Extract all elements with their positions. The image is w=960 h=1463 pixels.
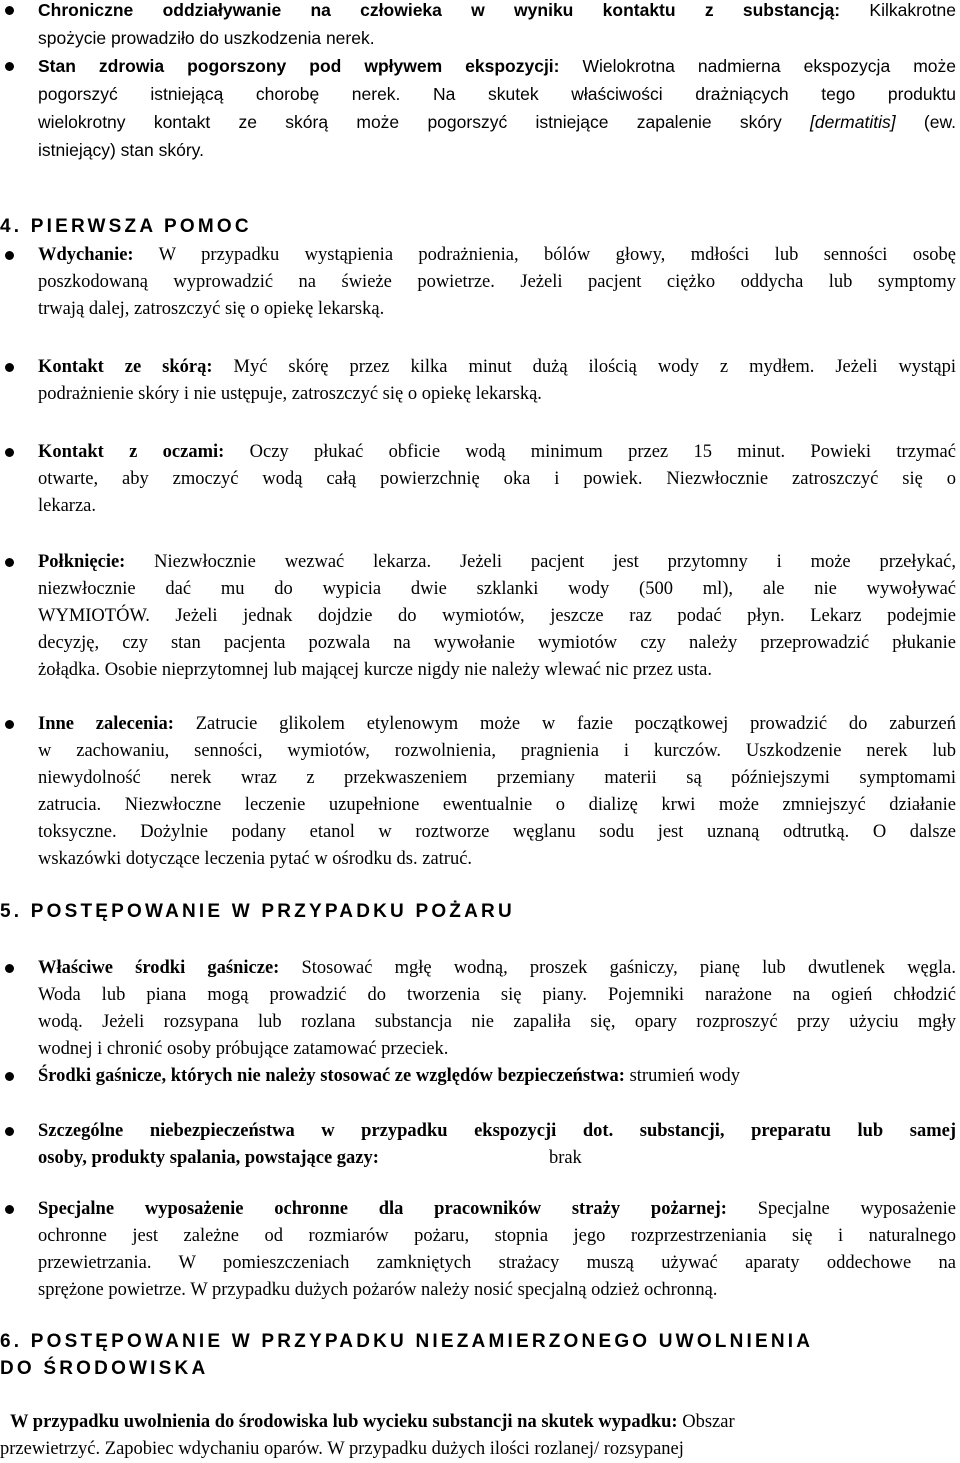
chronic-effects-text: spożycie prowadziło do uszkodzenia nerek. — [38, 28, 375, 48]
ingestion-text: Niezwłocznie wezwać lekarza. — [125, 552, 432, 572]
ingestion-label: Połknięcie: — [38, 552, 126, 572]
eye-contact-text: otwarte, aby zmoczyć wodą całą powierzchnię oka i powiek. — [38, 469, 643, 489]
section-6-heading-line: 6. POSTĘPOWANIE W PRZYPADKU NIEZAMIERZONEGO UWOLNIENIA — [0, 1331, 814, 1352]
firefighter-equipment-label: Specjalne wyposażenie ochronne dla pracowników straży pożarnej: — [38, 1199, 727, 1219]
ingestion-text: Jeżeli pacjent jest przytomny i może przełykać, — [431, 552, 956, 572]
suitable-extinguishing-item — [38, 955, 956, 1063]
ingestion-text: niezwłocznie dać mu do wypicia dwie szklanki wody (500 ml), ale nie wywoływać — [38, 579, 956, 599]
health-worsened-text: Wielokrotna nadmierna ekspozycja może — [559, 56, 956, 76]
inhalation-item — [38, 242, 956, 323]
eye-contact-text: Oczy płukać obficie wodą minimum przez 15 minut. — [224, 442, 786, 462]
ingestion-text: Osobie nieprzytomnej lub mającej kurcze nigdy nie należy wlewać nic przez usta. — [100, 660, 712, 680]
eye-contact-item — [38, 439, 956, 520]
other-recommendations-item — [38, 711, 956, 873]
eye-contact-text: Niezwłocznie zatroszczyć się o — [642, 469, 956, 489]
bullet — [5, 448, 14, 457]
bullet — [5, 251, 14, 260]
health-worsened-text: pogorszyć istniejącą chorobę nerek. — [38, 84, 401, 104]
section-6-heading-line: DO ŚRODOWISKA — [0, 1358, 209, 1379]
skin-contact-text: Myć skórę przez kilka minut dużą ilością wody z mydłem. — [212, 357, 815, 377]
firefighter-equipment-text: W przypadku dużych pożarów należy nosić specjalną odzież ochronną. — [185, 1280, 718, 1300]
environmental-release-text: Obszar — [677, 1412, 735, 1432]
firefighter-equipment-text: przewietrzania. — [38, 1253, 152, 1273]
eye-contact-text: Powieki trzymać — [785, 442, 956, 462]
ingestion-text: decyzję, czy stan pacjenta pozwala na wywołanie wymiotów czy należy przeprowadzić płukanie — [38, 633, 956, 653]
chronic-effects-label: Chroniczne oddziaływanie na człowieka w wyniku kontaktu z substancją: — [38, 0, 841, 20]
bullet — [5, 558, 14, 567]
firefighter-equipment-text: Specjalne wyposażenie — [726, 1199, 956, 1219]
bullet — [5, 1072, 14, 1081]
health-worsened-item — [38, 53, 956, 164]
skin-contact-item — [38, 354, 956, 408]
health-worsened-text: Na skutek właściwości drażniących tego produktu — [400, 84, 956, 104]
suitable-extinguishing-text: wodnej i chronić osoby próbujące zatamować przeciek. — [38, 1039, 449, 1059]
special-hazards-item — [38, 1118, 956, 1172]
other-recommendations-text: Niezwłoczne leczenie uzupełnione ewentualnie o dializę krwi może zmniejszyć działanie — [101, 795, 956, 815]
environmental-release-label: W przypadku uwolnienia do środowiska lub wycieku substancji na skutek wypadku: — [10, 1412, 678, 1432]
suitable-extinguishing-text: wodą. — [38, 1012, 83, 1032]
ingestion-item — [38, 549, 956, 684]
bullet — [5, 720, 14, 729]
health-worsened-text: wielokrotny kontakt ze skórą może pogorszyć istniejące zapalenie skóry — [38, 112, 811, 132]
bullet — [5, 62, 14, 71]
health-worsened-text: istniejący) stan skóry. — [38, 140, 204, 160]
unsuitable-extinguishing-text: strumień wody — [624, 1066, 741, 1086]
health-worsened-text: (ew. — [895, 112, 956, 132]
inhalation-label: Wdychanie: — [38, 245, 134, 265]
inhalation-text: poszkodowaną wyprowadzić na świeże powietrze. — [38, 272, 495, 292]
section-6-heading — [0, 1328, 813, 1382]
ingestion-text: WYMIOTÓW. — [38, 606, 150, 626]
special-hazards-label: Szczególne niebezpieczeństwa w przypadku ekspozycji dot. substancji, preparatu lub samej — [38, 1121, 956, 1141]
eye-contact-text: lekarza. — [38, 496, 97, 516]
dermatitis-term: [dermatitis] — [810, 112, 896, 132]
bullet — [5, 6, 14, 15]
unsuitable-extinguishing-item — [38, 1063, 956, 1090]
environmental-release-text: przewietrzyć. Zapobiec wdychaniu oparów. W przypadku dużych ilości rozlanej/ rozsypanej — [0, 1439, 684, 1459]
other-recommendations-text: niewydolność nerek wraz z przekwaszeniem przemiany materii są późniejszymi symptomami — [38, 768, 956, 788]
chronic-effects-item — [38, 0, 956, 52]
inhalation-text: W przypadku wystąpienia podrażnienia, bólów głowy, mdłości lub senności osobę — [133, 245, 956, 265]
suitable-extinguishing-text: Jeżeli rozsypana lub rozlana substancja nie zapaliła się, opary rozproszyć przy użyciu mgły — [82, 1012, 956, 1032]
inhalation-text: Jeżeli pacjent ciężko oddycha lub symptomy — [494, 272, 957, 292]
bullet — [5, 1127, 14, 1136]
firefighter-equipment-text: W pomieszczeniach zamkniętych strażacy muszą używać aparaty oddechowe na — [151, 1253, 956, 1273]
section-4-heading: 4. PIERWSZA POMOC — [0, 216, 252, 237]
bullet — [5, 964, 14, 973]
bullet — [5, 363, 14, 372]
special-hazards-value: brak — [548, 1148, 582, 1168]
other-recommendations-text: Uszkodzenie nerek lub — [721, 741, 956, 761]
firefighter-equipment-text: sprężone powietrze. — [38, 1280, 186, 1300]
other-recommendations-label: Inne zalecenia: — [38, 714, 174, 734]
other-recommendations-text: O dalsze — [849, 822, 956, 842]
unsuitable-extinguishing-label: Środki gaśnicze, których nie należy stosować ze względów bezpieczeństwa: — [38, 1066, 625, 1086]
suitable-extinguishing-label: Właściwe środki gaśnicze: — [38, 958, 280, 978]
other-recommendations-text: zatrucia. — [38, 795, 102, 815]
section-5-heading: 5. POSTĘPOWANIE W PRZYPADKU POŻARU — [0, 901, 515, 922]
ingestion-text: Jeżeli jednak dojdzie do wymiotów, jeszcze raz podać płyn. — [149, 606, 785, 626]
suitable-extinguishing-text: Stosować mgłę wodną, proszek gaśniczy, pianę lub dwutlenek węgla. — [279, 958, 956, 978]
chronic-effects-text: Kilkakrotne — [840, 0, 956, 20]
health-worsened-label: Stan zdrowia pogorszony pod wpływem ekspozycji: — [38, 56, 560, 76]
ingestion-text: żołądka. — [38, 660, 101, 680]
other-recommendations-text: w zachowaniu, senności, wymiotów, rozwolnienia, pragnienia i kurczów. — [38, 741, 722, 761]
other-recommendations-text: toksyczne. — [38, 822, 117, 842]
skin-contact-text: podrażnienie skóry i nie ustępuje, zatroszczyć się o opiekę lekarską. — [38, 384, 542, 404]
skin-contact-label: Kontakt ze skórą: — [38, 357, 213, 377]
inhalation-text: trwają dalej, zatroszczyć się o opiekę lekarską. — [38, 299, 385, 319]
eye-contact-label: Kontakt z oczami: — [38, 442, 225, 462]
other-recommendations-text: Zatrucie glikolem etylenowym może w fazie początkowej prowadzić do zaburzeń — [173, 714, 956, 734]
other-recommendations-text: Dożylnie podany etanol w roztworze węglanu sodu jest uznaną odtrutką. — [116, 822, 850, 842]
skin-contact-text: Jeżeli wystąpi — [814, 357, 956, 377]
bullet — [5, 1205, 14, 1214]
firefighter-equipment-item — [38, 1196, 956, 1304]
special-hazards-label: osoby, produkty spalania, powstające gazy: — [38, 1148, 379, 1168]
suitable-extinguishing-text: Pojemniki narażone na ogień chłodzić — [586, 985, 956, 1005]
suitable-extinguishing-text: Woda lub piana mogą prowadzić do tworzenia się piany. — [38, 985, 587, 1005]
ingestion-text: Lekarz podejmie — [784, 606, 956, 626]
section-6-body — [0, 1409, 958, 1463]
other-recommendations-text: wskazówki dotyczące leczenia pytać w ośrodku ds. zatruć. — [38, 849, 473, 869]
firefighter-equipment-text: ochronne jest zależne od rozmiarów pożaru, stopnia jego rozprzestrzeniania się i naturalnego — [38, 1226, 956, 1246]
